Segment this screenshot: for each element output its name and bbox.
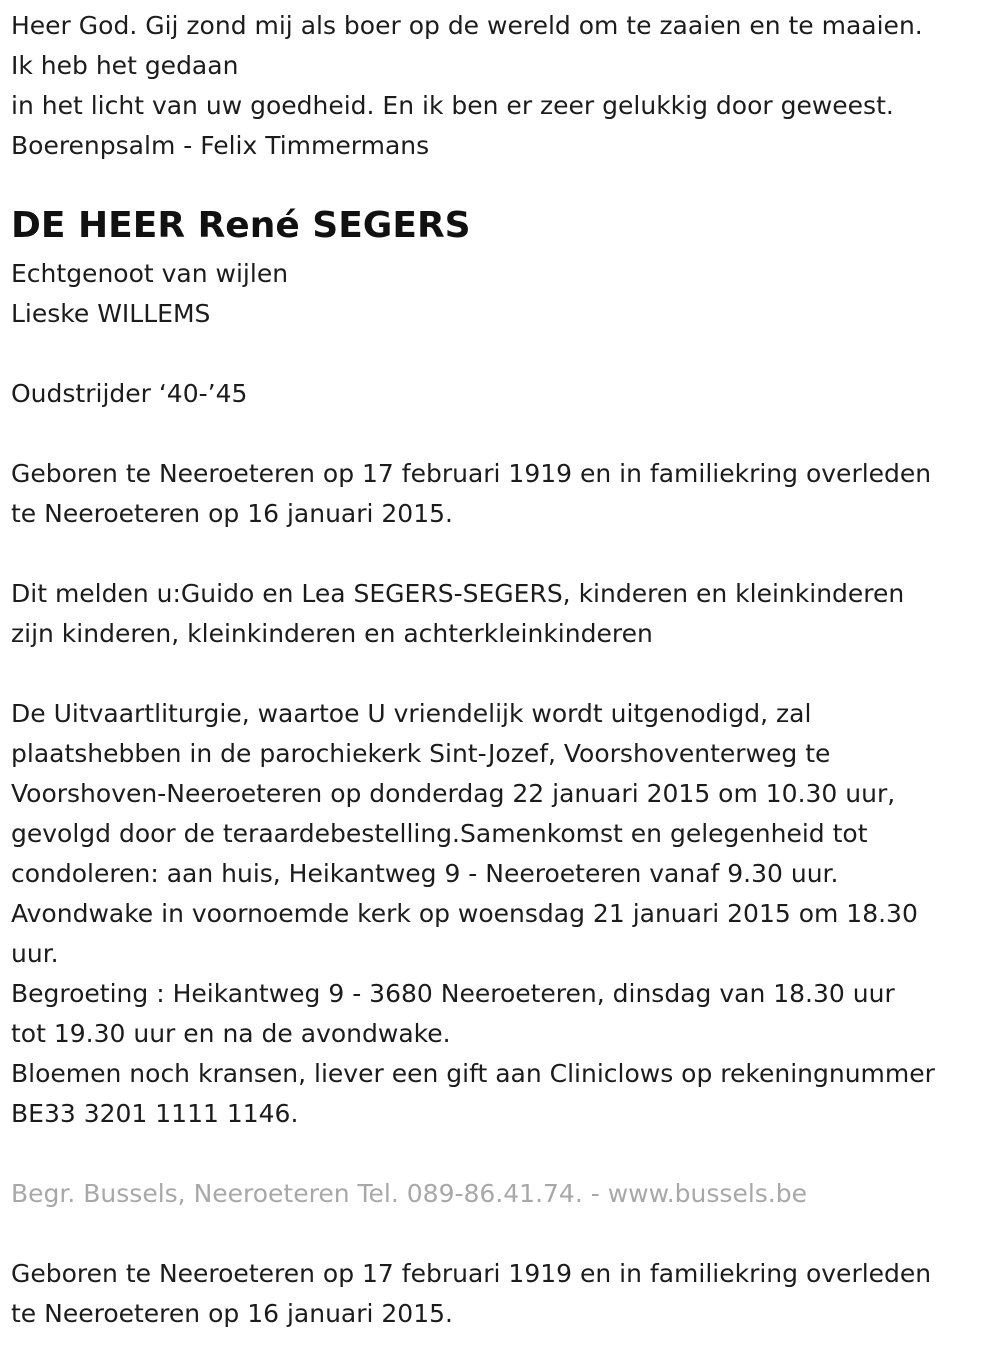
birth-death-line: Geboren te Neeroeteren op 17 februari 1919 en in familiekring overleden xyxy=(11,1259,932,1288)
veteran-text: Oudstrijder ‘40-’45 xyxy=(11,379,248,408)
funeral-block xyxy=(11,694,996,1134)
spouse-name: Lieske WILLEMS xyxy=(11,299,211,328)
birth-death-line: te Neeroeteren op 16 januari 2015. xyxy=(11,499,453,528)
announcers-line: Dit melden u:Guido en Lea SEGERS-SEGERS, kinderen en kleinkinderen xyxy=(11,579,905,608)
quote-line: Heer God. Gij zond mij als boer op de wereld om te zaaien en te maaien. xyxy=(11,11,923,40)
funeral-line: Voorshoven-Neeroeteren op donderdag 22 januari 2015 om 10.30 uur, xyxy=(11,779,896,808)
quote-line: in het licht van uw goedheid. En ik ben er zeer gelukkig door geweest. xyxy=(11,91,894,120)
funeral-line: BE33 3201 1111 1146. xyxy=(11,1099,299,1128)
birth-death-block xyxy=(11,454,996,534)
funeral-line: tot 19.30 uur en na de avondwake. xyxy=(11,1019,451,1048)
quote-block xyxy=(11,6,996,166)
funeral-line: De Uitvaartliturgie, waartoe U vriendelijk wordt uitgenodigd, zal xyxy=(11,699,812,728)
quote-line: Ik heb het gedaan xyxy=(11,51,239,80)
announcers-block xyxy=(11,574,996,654)
deceased-name-heading: DE HEER René SEGERS xyxy=(11,205,471,246)
birth-death-line: Geboren te Neeroeteren op 17 februari 1919 en in familiekring overleden xyxy=(11,459,932,488)
spouse-label: Echtgenoot van wijlen xyxy=(11,259,289,288)
funeral-line: plaatshebben in de parochiekerk Sint-Jozef, Voorshoventerweg te xyxy=(11,739,831,768)
birth-death-line: te Neeroeteren op 16 januari 2015. xyxy=(11,1299,453,1328)
undertaker-info: Begr. Bussels, Neeroeteren Tel. 089-86.41.74. - www.bussels.be xyxy=(11,1179,807,1208)
funeral-line: condoleren: aan huis, Heikantweg 9 - Neeroeteren vanaf 9.30 uur. xyxy=(11,859,839,888)
funeral-line: uur. xyxy=(11,939,59,968)
funeral-line: Begroeting : Heikantweg 9 - 3680 Neeroeteren, dinsdag van 18.30 uur xyxy=(11,979,895,1008)
undertaker-block xyxy=(11,1174,996,1214)
funeral-line: gevolgd door de teraardebestelling.Samenkomst en gelegenheid tot xyxy=(11,819,868,848)
quote-attribution: Boerenpsalm - Felix Timmermans xyxy=(11,131,430,160)
veteran-block xyxy=(11,374,996,414)
announcers-line: zijn kinderen, kleinkinderen en achterkleinkinderen xyxy=(11,619,653,648)
spouse-block xyxy=(11,254,996,334)
heading-block xyxy=(11,204,996,248)
funeral-line: Bloemen noch kransen, liever een gift aan Cliniclows op rekeningnummer xyxy=(11,1059,935,1088)
birth-death-repeat-block xyxy=(11,1254,996,1334)
funeral-line: Avondwake in voornoemde kerk op woensdag 21 januari 2015 om 18.30 xyxy=(11,899,918,928)
